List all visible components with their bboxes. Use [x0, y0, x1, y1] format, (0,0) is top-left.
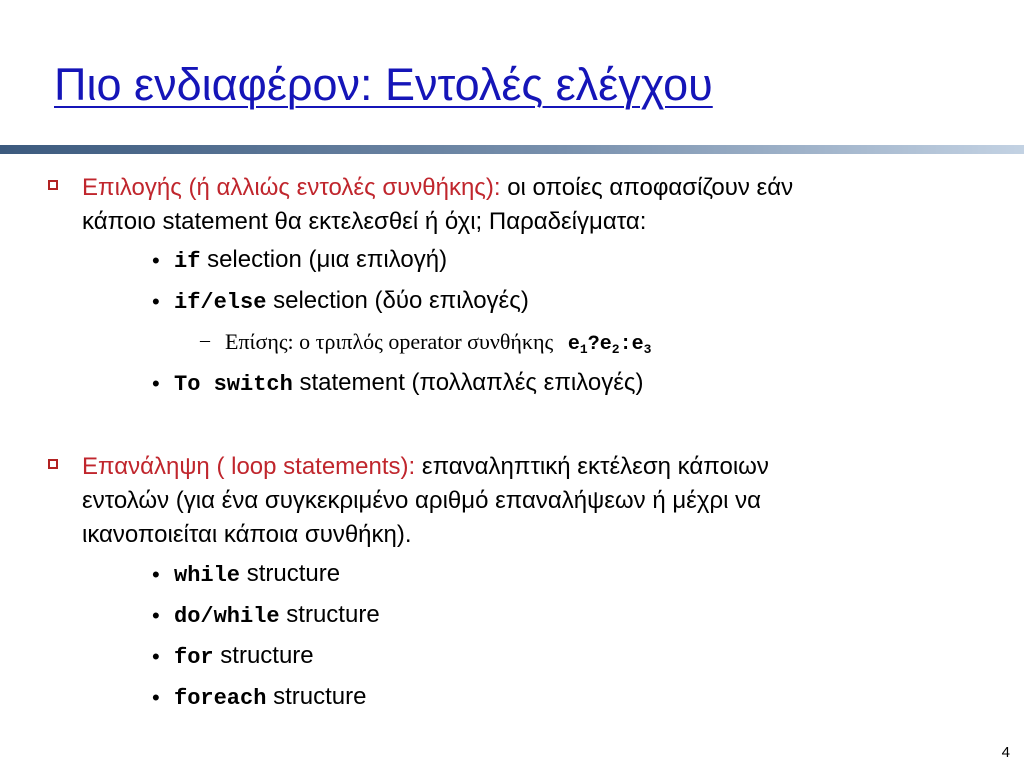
ternary-expression: $e_1?e_2:e_3$: [567, 333, 652, 357]
section2-heading: Επανάληψη ( loop statements):: [82, 453, 416, 480]
section2-text-line2: εντολών (για ένα συγκεκριμένο αριθμό επαναλήψεων ή μέχρι να: [82, 487, 761, 514]
dot-bullet-icon: •: [152, 562, 160, 587]
list-item: [174, 562, 340, 587]
dot-bullet-icon: •: [152, 289, 160, 314]
square-bullet-icon: [48, 459, 58, 469]
slide-title: Πιο ενδιαφέρον: Εντολές ελέγχου: [54, 59, 713, 110]
list-item-text: structure: [273, 683, 367, 710]
list-item-text: structure: [246, 560, 341, 587]
list-item-text: selection (δύο επιλογές): [273, 287, 529, 314]
list-item-text: statement (πολλαπλές επιλογές): [299, 369, 644, 396]
section1-heading: Επιλογής (ή αλλιώς εντολές συνθήκης):: [82, 174, 501, 201]
list-item: [174, 371, 644, 396]
dot-bullet-icon: •: [152, 685, 160, 710]
code-keyword: while: [174, 563, 241, 588]
section2-line1: [82, 455, 769, 479]
list-item-text: structure: [286, 601, 380, 628]
list-item-text: structure: [220, 642, 314, 669]
dot-bullet-icon: •: [152, 644, 160, 669]
title-divider-bar: [0, 145, 1024, 154]
code-keyword: if: [174, 249, 201, 274]
dash-bullet-icon: –: [200, 329, 210, 351]
list-item: [174, 603, 380, 628]
code-keyword: To switch: [174, 372, 293, 397]
section2-text-line3: ικανοποιείται κάποια συνθήκη).: [82, 521, 412, 548]
list-item: [174, 289, 529, 314]
code-keyword: for: [174, 645, 214, 670]
section1-line1: [82, 176, 793, 200]
code-keyword: if/else: [174, 290, 267, 315]
page-number: 4: [1001, 744, 1010, 761]
dot-bullet-icon: •: [152, 603, 160, 628]
code-keyword: do/while: [174, 604, 280, 629]
section2-text-line1: επαναληπτική εκτέλεση κάποιων: [421, 453, 769, 480]
list-item: [174, 248, 447, 273]
section1-text-line2: κάποιο statement θα εκτελεσθεί ή όχι; Παραδείγματα:: [82, 208, 647, 235]
list-item: [174, 685, 366, 710]
section1-text-line1: οι οποίες αποφασίζουν εάν: [507, 174, 794, 201]
square-bullet-icon: [48, 180, 58, 190]
dot-bullet-icon: •: [152, 248, 160, 273]
list-item-text: selection (μια επιλογή): [207, 246, 448, 273]
sub-list-item: [225, 330, 651, 356]
dot-bullet-icon: •: [152, 371, 160, 396]
code-keyword: foreach: [174, 686, 267, 711]
sub-list-item-text: Επίσης: ο τριπλός operator συνθήκης: [225, 329, 554, 354]
list-item: [174, 644, 314, 669]
